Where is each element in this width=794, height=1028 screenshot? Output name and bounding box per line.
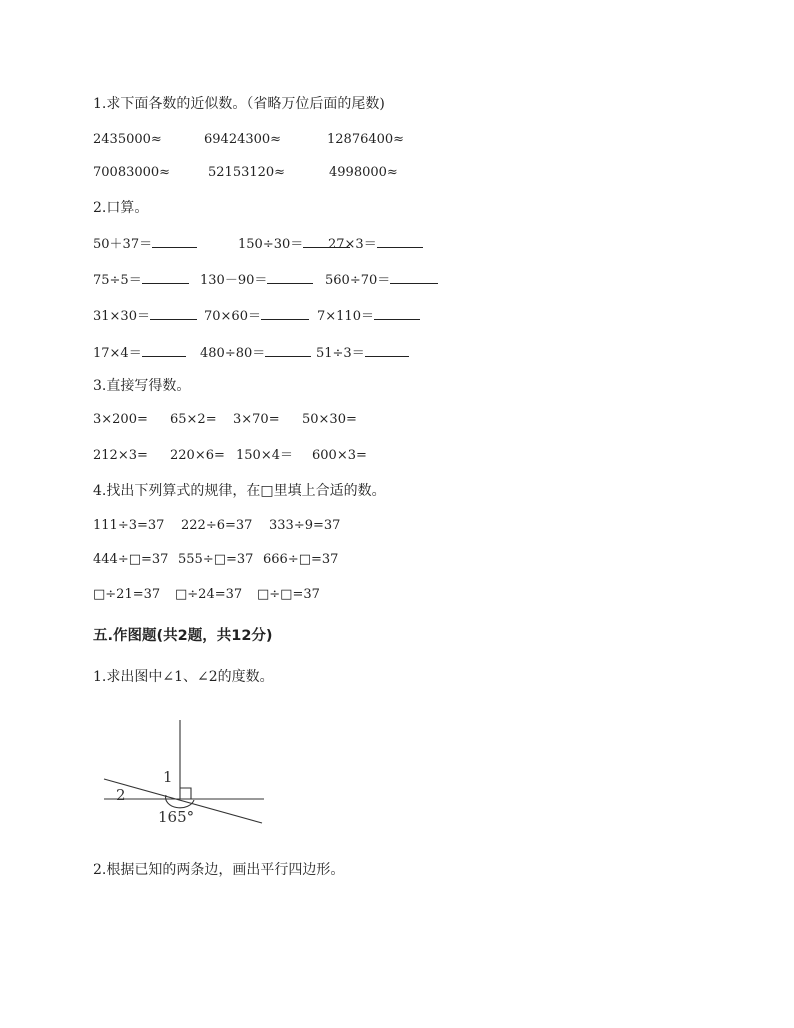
q3-item: 3×200=: [93, 412, 148, 427]
q2-expr: 51÷3＝: [316, 342, 409, 363]
q4-item: 222÷6=37: [181, 518, 253, 533]
q1-title: 1.求下面各数的近似数。（省略万位后面的尾数): [93, 96, 385, 112]
q1-item: 70083000≈: [93, 165, 171, 180]
q4-item: □÷□=37: [257, 587, 320, 602]
angle-figure: [96, 716, 271, 831]
q3-item: 212×3=: [93, 448, 148, 463]
q2-expr: 7×110＝: [317, 305, 420, 326]
q4-item: 111÷3=37: [93, 518, 165, 533]
label-1: 1: [163, 768, 173, 786]
q4-item: 666÷□=37: [263, 552, 339, 567]
q1-item: 52153120≈: [208, 165, 286, 180]
q2-expr: 70×60＝: [204, 305, 309, 326]
answer-blank[interactable]: [261, 305, 309, 320]
answer-blank[interactable]: [142, 342, 186, 357]
q3-item: 50×30=: [302, 412, 357, 427]
angle-value: 165°: [158, 808, 195, 826]
answer-blank[interactable]: [390, 269, 438, 284]
q2-expr: 27×3＝: [328, 233, 423, 254]
q4-item: 444÷□=37: [93, 552, 169, 567]
answer-blank[interactable]: [365, 342, 409, 357]
q4-item: 333÷9=37: [269, 518, 341, 533]
answer-blank[interactable]: [377, 233, 423, 248]
q1-item: 12876400≈: [327, 132, 405, 147]
q3-item: 3×70=: [233, 412, 280, 427]
q1-item: 69424300≈: [204, 132, 282, 147]
answer-blank[interactable]: [152, 233, 197, 248]
answer-blank[interactable]: [142, 269, 189, 284]
q4-item: 555÷□=37: [178, 552, 254, 567]
label-2: 2: [116, 786, 126, 804]
q2-expr: 150÷30＝: [238, 233, 350, 254]
q2-expr: 75÷5＝: [93, 269, 189, 290]
right-angle-mark: [180, 788, 191, 799]
q2-expr: 480÷80＝: [200, 342, 311, 363]
q4-item: □÷21=37: [93, 587, 161, 602]
q2-expr: 130－90＝: [200, 269, 313, 290]
q3-item: 150×4＝: [236, 448, 293, 463]
q2-expr: 31×30＝: [93, 305, 197, 326]
q3-item: 65×2=: [170, 412, 217, 427]
q2-title: 2.口算。: [93, 200, 149, 216]
answer-blank[interactable]: [267, 269, 313, 284]
answer-blank[interactable]: [150, 305, 197, 320]
q2-expr: 50＋37＝: [93, 233, 197, 254]
q2-expr: 17×4＝: [93, 342, 186, 363]
s5-q1-text: 1.求出图中∠1、∠2的度数。: [93, 669, 274, 685]
q3-item: 220×6=: [170, 448, 225, 463]
answer-blank[interactable]: [374, 305, 420, 320]
s5-q2-text: 2.根据已知的两条边，画出平行四边形。: [93, 862, 345, 878]
q3-title: 3.直接写得数。: [93, 378, 191, 394]
q4-item: □÷24=37: [175, 587, 243, 602]
q1-item: 2435000≈: [93, 132, 162, 147]
section-heading: 五.作图题(共2题，共12分): [93, 628, 273, 644]
q4-title: 4.找出下列算式的规律，在□里填上合适的数。: [93, 483, 386, 499]
q3-item: 600×3=: [312, 448, 367, 463]
answer-blank[interactable]: [265, 342, 311, 357]
q2-expr: 560÷70＝: [325, 269, 438, 290]
q1-item: 4998000≈: [329, 165, 398, 180]
